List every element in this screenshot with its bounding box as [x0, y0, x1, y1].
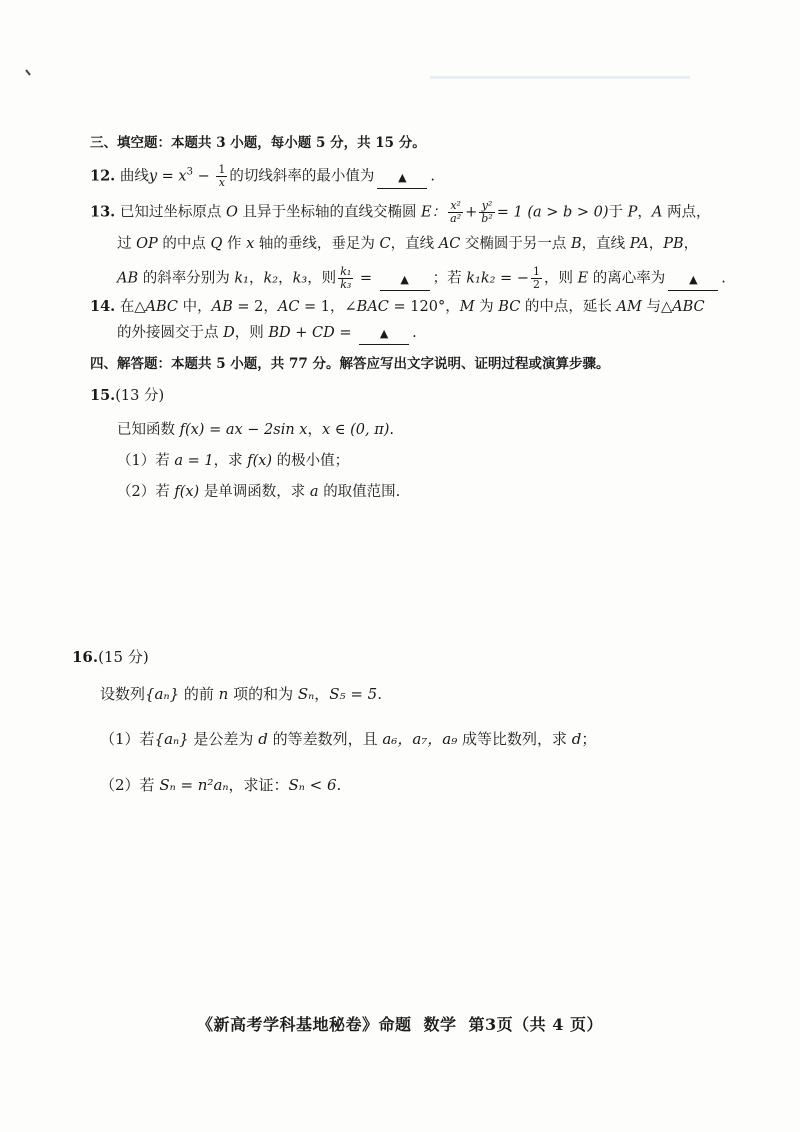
q16-terms: a₆，a₇，a₉	[377, 730, 462, 748]
q12-text-1: 曲线	[119, 168, 149, 185]
q13-text: 的中点	[162, 236, 206, 252]
q15-domain: x ∈ (0, π)	[321, 422, 390, 438]
section4-heading: 四、解答题：本题共 5 小题，共 77 分。解答应写出文字说明、证明过程或演算步骤。	[90, 356, 610, 372]
q13-text: 已知过坐标原点	[119, 204, 222, 221]
q12-text-2: 的切线斜率的最小值为	[229, 168, 375, 185]
q14-text: = 2，	[232, 299, 278, 315]
q13-text: ，直线	[390, 236, 435, 252]
q13-half-den: 2	[532, 278, 540, 291]
q15-fx: f(x)	[242, 453, 277, 469]
q13-var-P: P	[623, 204, 638, 221]
q14-text: 中，	[178, 299, 212, 315]
question-15-part-2	[117, 482, 400, 502]
q13-answer-blank-1: ▲	[380, 270, 430, 291]
q13-answer-blank-2: ▲	[668, 270, 718, 291]
q14-var-D: D	[218, 325, 235, 341]
q16-text: .	[377, 685, 382, 703]
q16-inequality: Sₙ < 6	[288, 776, 337, 794]
q13-var-AB: AB	[117, 270, 139, 287]
footer-title: 《新高考学科基地秘卷》命题	[197, 1015, 412, 1034]
q14-var-ABC: ABC	[672, 299, 705, 315]
q13-var-x: x	[241, 236, 259, 252]
q13-half-num: 1	[532, 265, 540, 278]
q12-end: .	[430, 168, 435, 185]
question-14-line-1	[90, 297, 705, 317]
footer-page-number: 第3页（共 4 页）	[468, 1015, 603, 1034]
question-15-header	[90, 386, 164, 406]
q15-text: （2）若	[117, 484, 170, 500]
q15-text: ，求	[213, 453, 243, 469]
q13-frac-x-den: a²	[450, 212, 462, 225]
q15-text: （1）若	[117, 453, 170, 469]
q13-text: 轴的垂线，垂足为	[258, 236, 375, 252]
q14-number: 14.	[90, 298, 116, 315]
q16-text: 成等比数列，求	[462, 730, 568, 748]
q16-var-n: n	[213, 685, 234, 703]
q13-comma: ，	[248, 270, 264, 287]
q13-text: = −	[495, 270, 529, 287]
scan-artifact-top-left	[24, 68, 34, 78]
q16-text: 的等差数列，且	[272, 730, 378, 748]
q14-text: ，则	[234, 325, 264, 341]
question-12	[90, 164, 435, 189]
q13-var-k2: k₂	[263, 270, 279, 287]
q13-var-k1k2: k₁k₂	[461, 270, 496, 287]
q13-text: 过	[117, 236, 132, 252]
q14-var-AB: AB	[211, 299, 233, 315]
q14-var-BAC: BAC	[356, 299, 389, 315]
q12-number: 12.	[90, 167, 116, 185]
question-16-part-1	[100, 729, 596, 749]
q13-text: 的斜率分别为	[138, 270, 230, 287]
q13-text: ，则	[307, 270, 337, 287]
q13-var-E: E	[572, 270, 593, 287]
q13-frac-x-num: x²	[448, 200, 463, 213]
q13-text: 作	[226, 236, 242, 252]
q14-var-BDCD: BD + CD	[263, 325, 335, 341]
q16-text: ，求证：	[228, 776, 289, 794]
question-15-part-1	[117, 451, 349, 471]
q16-text: .	[336, 776, 342, 794]
q14-answer-blank: ▲	[359, 324, 409, 345]
q13-var-B: B	[566, 236, 582, 252]
q15-var-a: a	[305, 484, 324, 500]
q12-answer-blank: ▲	[377, 168, 427, 189]
q16-var-d: d	[567, 730, 582, 748]
q13-ellipse-cond: = 1 (a > b > 0)	[496, 204, 609, 221]
q13-var-C: C	[374, 236, 391, 252]
q16-text: ，	[314, 685, 330, 703]
q14-var-BC: BC	[493, 299, 525, 315]
q13-frac-y	[479, 200, 494, 225]
q15-a-eq-1: a = 1	[169, 453, 214, 469]
q13-text: 于	[608, 204, 624, 221]
q14-text: 的中点，延长	[524, 299, 612, 315]
q14-text: 与△	[646, 299, 673, 315]
q15-number: 15.	[90, 387, 116, 404]
q13-var-k1: k₁	[229, 270, 249, 287]
q13-frac-x	[448, 200, 463, 225]
q16-var-d: d	[253, 730, 273, 748]
q16-var-Sn: Sₙ	[293, 685, 315, 703]
q14-text: = 120°，	[388, 299, 460, 315]
q14-text: =	[334, 325, 357, 341]
q16-sequence: {aₙ}	[154, 730, 189, 748]
q13-eq: =	[355, 270, 377, 287]
q16-number: 16.	[72, 648, 99, 666]
q13-frac-y-den: b²	[481, 212, 493, 225]
question-13-line-2	[117, 234, 698, 254]
q13-var-A: A	[651, 204, 663, 221]
q13-plus: +	[465, 204, 478, 221]
q13-var-PA: PA	[625, 236, 649, 252]
q13-var-E: E：	[416, 204, 447, 221]
q12-expr: y = x	[148, 168, 187, 185]
q13-ratio-den: k₃	[340, 278, 352, 291]
q16-text: 项的和为	[233, 685, 294, 703]
q14-end: .	[412, 325, 417, 341]
q13-var-Q: Q	[205, 236, 227, 252]
q13-text: ，则	[543, 270, 573, 287]
q16-text: 设数列	[100, 685, 146, 703]
q13-text: 的离心率为	[592, 270, 666, 287]
q13-text: 交椭圆于另一点	[464, 236, 567, 252]
q13-comma: ，	[278, 270, 293, 287]
q13-half	[531, 266, 542, 291]
q13-text: 两点，	[662, 204, 711, 221]
q14-text: 的外接圆交于点	[117, 325, 219, 341]
question-16-stem	[100, 684, 382, 704]
q13-var-PB: PB	[663, 236, 684, 252]
q12-fraction	[216, 164, 227, 189]
q13-text: ，直线	[581, 236, 626, 252]
q15-text: 的取值范围.	[323, 484, 401, 500]
q15-score: (13 分)	[115, 388, 165, 404]
q13-number: 13.	[90, 203, 116, 221]
q16-sequence: {aₙ}	[145, 685, 180, 703]
q14-var-AC: AC	[277, 299, 300, 315]
q13-end: .	[721, 270, 726, 287]
q16-score: (15 分)	[98, 648, 149, 666]
q14-var-ABC: ABC	[145, 299, 178, 315]
question-14-line-2	[117, 323, 417, 345]
q15-text: 已知函数	[117, 422, 175, 438]
page-footer	[0, 1012, 800, 1035]
question-13-line-1	[90, 200, 711, 225]
scan-streak-top	[430, 76, 690, 79]
q15-text: 是单调函数，求	[203, 484, 306, 500]
q14-var-AM: AM	[611, 299, 647, 315]
q14-text: 在△	[119, 299, 146, 315]
q15-text: ，	[307, 422, 322, 438]
q12-exp: 3	[186, 166, 193, 178]
q16-S5: S₅ = 5	[329, 685, 378, 703]
question-15-stem	[117, 420, 394, 440]
q15-function: f(x) = ax − 2sin x	[175, 422, 308, 438]
q16-text: （2）若	[100, 776, 155, 794]
section3-heading: 三、填空题：本题共 3 小题，每小题 5 分，共 15 分。	[90, 135, 426, 151]
q12-frac-num: 1	[218, 163, 226, 176]
q16-text: （1）若	[100, 730, 155, 748]
q16-text: 的前	[179, 685, 214, 703]
q15-fx: f(x)	[169, 484, 204, 500]
q13-text: ，	[648, 236, 664, 252]
q13-text: 且异于坐标轴的直线交椭圆	[242, 204, 417, 221]
question-16-part-2	[100, 775, 341, 795]
q13-var-O: O	[221, 204, 243, 221]
q15-text: .	[389, 422, 394, 438]
q13-var-k3: k₃	[292, 270, 308, 287]
q14-text: = 1，∠	[299, 299, 357, 315]
q13-text: ；若	[432, 270, 462, 287]
q13-var-OP: OP	[131, 236, 163, 252]
q14-var-M: M	[459, 299, 475, 315]
q13-frac-y-num: y²	[479, 200, 494, 213]
footer-subject: 数学	[423, 1015, 457, 1034]
q13-text: ，	[683, 236, 699, 252]
q13-var-AC: AC	[434, 236, 465, 252]
q12-minus: −	[192, 168, 215, 185]
q13-text: ，	[637, 204, 652, 221]
q16-equation: Sₙ = n²aₙ	[154, 776, 229, 794]
q16-text: 是公差为	[188, 730, 254, 748]
question-16-header	[72, 647, 149, 667]
q13-ratio-num: k₁	[340, 265, 352, 278]
q15-text: 的极小值；	[276, 453, 350, 469]
question-13-line-3	[117, 266, 726, 291]
q16-text: ；	[581, 730, 597, 748]
q13-ratio	[338, 266, 353, 291]
q14-text: 为	[474, 299, 494, 315]
q12-frac-den: x	[218, 176, 225, 189]
